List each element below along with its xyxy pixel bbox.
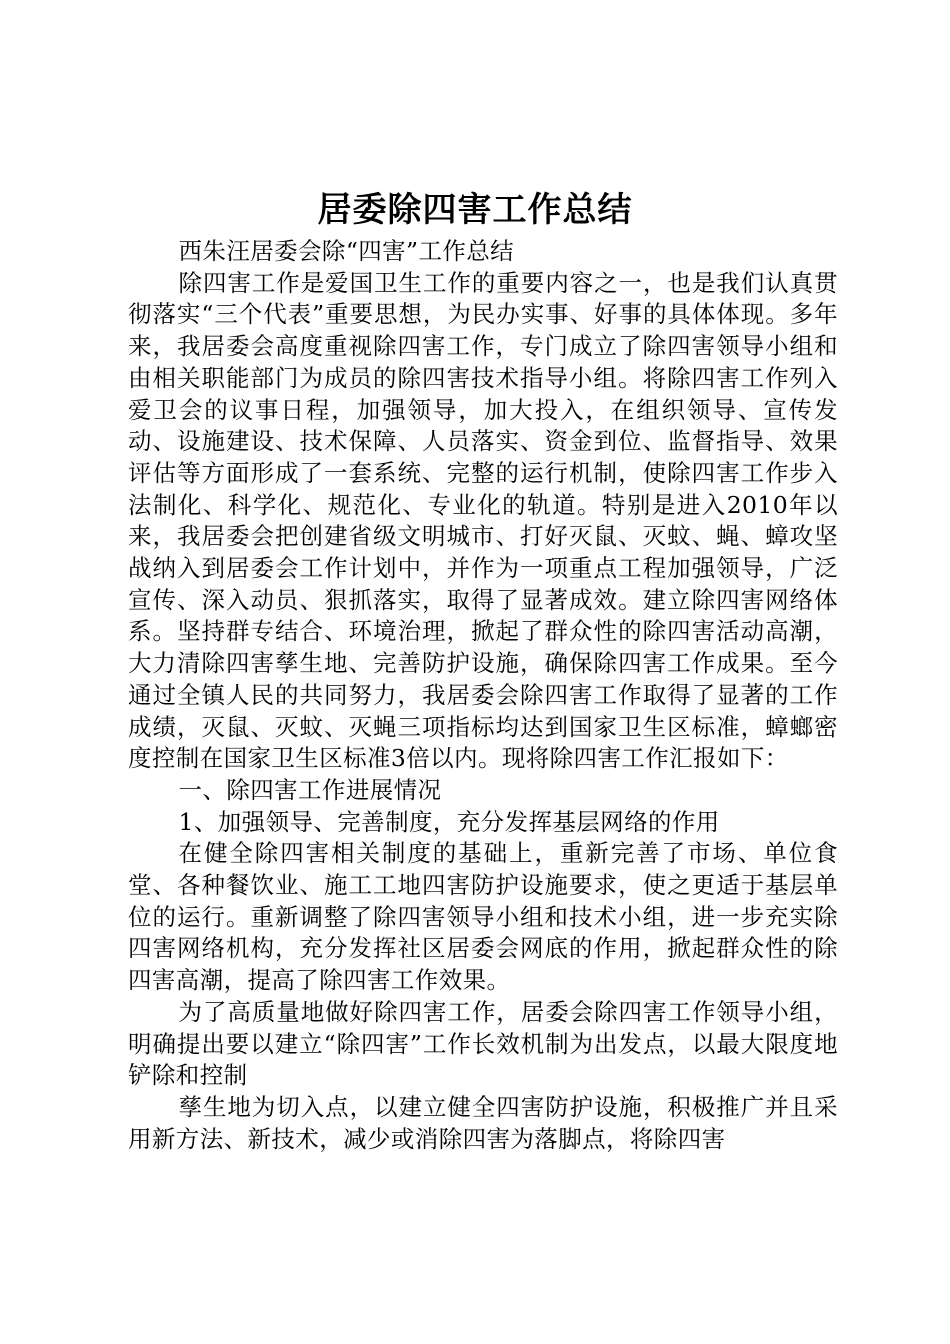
body-paragraph: 在健全除四害相关制度的基础上，重新完善了市场、单位食堂、各种餐饮业、施工工地四害防护设施要求，使之更适于基层单位的运行。重新调整了除四害领导小组和技术小组，进一步充实除四害网络机构，充分发挥社区居委会网底的作用，掀起群众性的除四害高潮，提高了除四害工作效果。 <box>128 839 838 995</box>
subtitle-paragraph: 西朱汪居委会除“四害”工作总结 <box>178 237 515 265</box>
intro-paragraph: 除四害工作是爱国卫生工作的重要内容之一，也是我们认真贯彻落实“三个代表”重要思想，为民办实事、好事的具体体现。多年来，我居委会高度重视除四害工作，专门成立了除四害领导小组和由相关职能部门为成员的除四害技术指导小组。将除四害工作列入爱卫会的议事日程，加强领导，加大投入，在组织领导、宣传发动、设施建设、技术保障、人员落实、资金到位、监督指导、效果评估等方面形成了一套系统、完整的运行机制，使除四害工作步入法制化、科学化、规范化、专业化的轨道。特别是进入2010年以来，我居委会把创建省级文明城市、打好灭鼠、灭蚊、蝇、蟑攻坚战纳入到居委会工作计划中，并作为一项重点工程加强领导，广泛宣传、深入动员、狠抓落实，取得了显著成效。建立除四害网络体系。坚持群专结合、环境治理，掀起了群众性的除四害活动高潮，大力清除四害孳生地、完善防护设施，确保除四害工作成果。至今通过全镇人民的共同努力，我居委会除四害工作取得了显著的工作成绩，灭鼠、灭蚊、灭蝇三项指标均达到国家卫生区标准，蟑螂密度控制在国家卫生区标准3倍以内。现将除四害工作汇报如下： <box>128 268 838 773</box>
body-paragraph: 孳生地为切入点，以建立健全四害防护设施，积极推广并且采用新方法、新技术，减少或消除四害为落脚点，将除四害 <box>128 1092 838 1153</box>
document-body <box>128 236 838 1155</box>
body-paragraph: 为了高质量地做好除四害工作，居委会除四害工作领导小组，明确提出要以建立“除四害”工作长效机制为出发点，以最大限度地铲除和控制 <box>128 997 838 1090</box>
section-heading: 一、除四害工作进展情况 <box>178 775 442 804</box>
document-title: 居委除四害工作总结 <box>317 190 633 230</box>
subsection-heading: 1、加强领导、完善制度，充分发挥基层网络的作用 <box>178 807 720 836</box>
